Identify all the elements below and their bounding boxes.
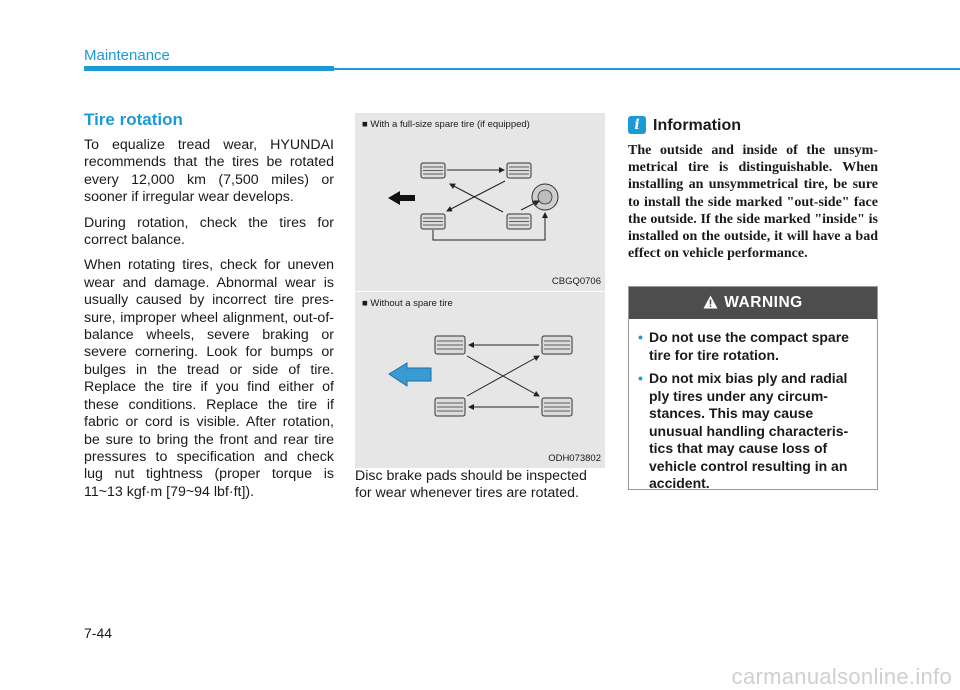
header-rule-thin xyxy=(334,68,960,70)
tire-rear-right-icon xyxy=(542,398,572,416)
rotation-diagram-without-spare xyxy=(355,292,605,468)
rotation-arrows xyxy=(467,345,539,407)
tire-front-right-icon xyxy=(421,214,445,229)
bullet-icon: • xyxy=(638,329,643,345)
information-header xyxy=(628,116,878,136)
tire-rear-right-icon xyxy=(507,214,531,229)
spare-tire-icon xyxy=(532,184,558,210)
information-title: Information xyxy=(653,117,741,134)
tire-front-left-icon xyxy=(435,336,465,354)
bullet-icon: • xyxy=(638,370,643,386)
warning-item: • Do not use the compact spare tire for tire rotation. xyxy=(638,329,849,363)
tire-rotation-paragraph-3: When rotating tires, check for uneven wear and damage. Abnormal wear is usually caused by incorrect tire pres-sure, improper wheel alignment, out-of-balance wheels, severe braking or severe cornering. Look for bumps or bulges in the tread or side of tire. Replace the tire if you find either of these conditions. Replace the tire if fabric or cord is visible. After rotation, be sure to bring the front and rear tire pressures to specification and check lug nut tightness (proper torque is 11~13 kgf·m [79~94 lbf·ft]). xyxy=(84,257,334,500)
page-number: 7-44 xyxy=(84,625,113,641)
tire-rotation-section xyxy=(84,110,334,509)
warning-item: • Do not mix bias ply and radial ply tires under any circum-stances. This may cause unusual handling characteris-tics that may cause loss of vehicle control resulting in an accident. xyxy=(638,370,849,491)
tire-rotation-title: Tire rotation xyxy=(84,110,183,129)
figure-caption-with-spare: ■ With a full-size spare tire (if equipped) xyxy=(362,119,530,130)
tire-rear-left-icon xyxy=(542,336,572,354)
warning-title: WARNING xyxy=(724,294,803,311)
front-direction-arrow-icon xyxy=(389,363,431,386)
tire-rotation-paragraph-1: To equalize tread wear, HYUNDAI recommends that the tires be rotated every 12,000 km (7,500 miles) or sooner if irregular wear develops. xyxy=(84,137,334,206)
figure-caption-without-spare: ■ Without a spare tire xyxy=(362,298,453,309)
warning-list xyxy=(629,329,877,493)
figure-code-with-spare: CBGQ0706 xyxy=(551,276,601,287)
section-title: Maintenance xyxy=(84,47,170,64)
tire-rear-left-icon xyxy=(507,163,531,178)
info-icon: i xyxy=(628,116,646,134)
warning-box xyxy=(628,286,878,490)
warning-header xyxy=(629,287,877,319)
tire-front-right-icon xyxy=(435,398,465,416)
watermark: carmanualsonline.info xyxy=(731,664,952,689)
front-direction-arrow-icon xyxy=(388,191,415,205)
information-body: The outside and inside of the unsym-metrical tire is distinguishable. When installing an unsymmetrical tire, be sure to install the side marked "out-side" face the outside. If the side marked "inside" is installed on the outside, it will have a bad effect on vehicle performance. xyxy=(628,143,878,262)
tire-front-left-icon xyxy=(421,163,445,178)
figure-with-spare xyxy=(355,113,605,291)
brake-pads-note: Disc brake pads should be inspected for wear whenever tires are rotated. xyxy=(355,468,587,502)
figure-without-spare xyxy=(355,291,605,468)
figure-code-without-spare: ODH073802 xyxy=(548,453,601,464)
rotation-diagram-with-spare xyxy=(355,113,605,291)
warning-triangle-icon xyxy=(703,295,718,309)
tire-rotation-paragraph-2: During rotation, check the tires for correct balance. xyxy=(84,214,334,249)
header-rule-thick xyxy=(84,66,334,71)
